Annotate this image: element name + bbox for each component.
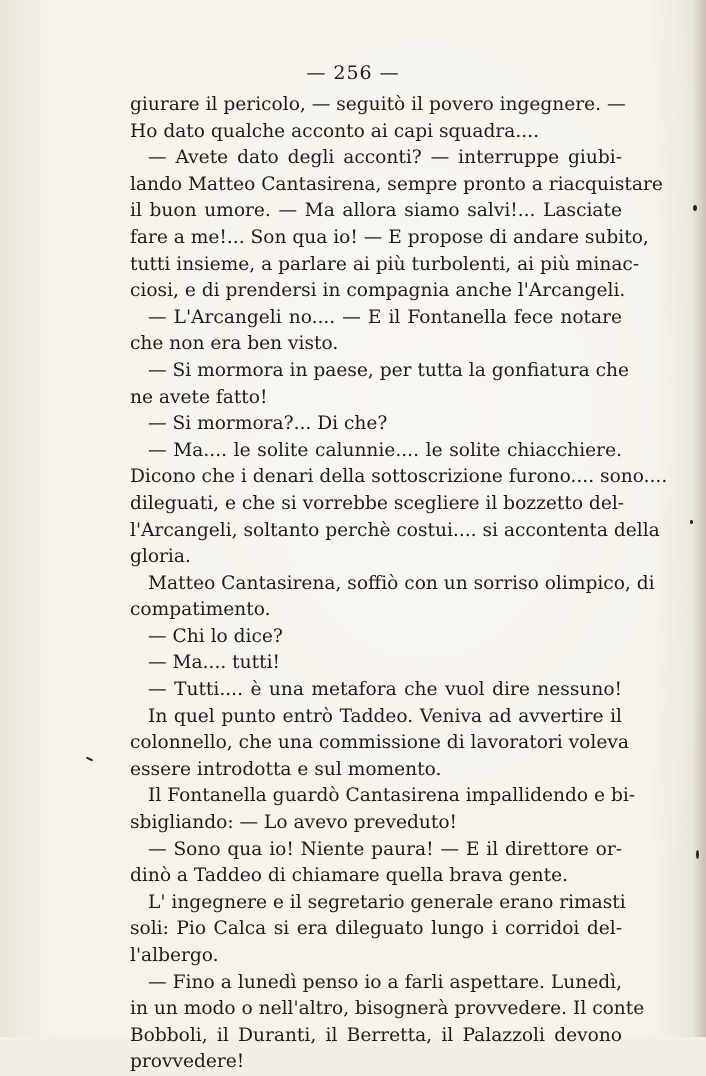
text-line: Dicono che i denari della sottoscrizione furono.... sono.... xyxy=(130,466,668,488)
text-line: tutti insieme, a parlare ai più turbolenti, ai più minac- xyxy=(130,253,640,275)
text-line: L' ingegnere e il segretario generale erano rimasti xyxy=(148,891,626,913)
text-line: Matteo Cantasirena, soffiò con un sorriso olimpico, di xyxy=(148,572,655,594)
text-line: Ho dato qualche acconto ai capi squadra.... xyxy=(130,120,539,142)
text-line: — L'Arcangeli no.... — E il Fontanella fece notare xyxy=(148,306,622,328)
text-line: soli: Pio Calca si era dileguato lungo i corridoi del- xyxy=(130,918,622,940)
text-line: l'Arcangeli, soltanto perchè costui.... si accontenta della xyxy=(130,519,660,541)
page-number: — 256 — xyxy=(306,62,400,84)
text-line: — Ma.... le solite calunnie.... le solite chiacchiere. xyxy=(148,439,622,461)
text-line: Bobboli, il Duranti, il Berretta, il Palazzoli devono xyxy=(130,1024,622,1046)
ink-speck xyxy=(693,205,697,211)
text-line: — Avete dato degli acconti? — interruppe giubi- xyxy=(148,147,622,169)
text-line: ciosi, e di prendersi in compagnia anche l'Arcangeli. xyxy=(130,280,626,302)
text-line: il buon umore. — Ma allora siamo salvi!... Lasciate xyxy=(130,200,622,222)
text-line: essere introdotta e sul momento. xyxy=(130,758,442,780)
text-line: Il Fontanella guardò Cantasirena impallidendo e bi- xyxy=(148,785,636,807)
text-line: dinò a Taddeo di chiamare quella brava gente. xyxy=(130,865,568,887)
text-line: — Sono qua io! Niente paura! — E il direttore or- xyxy=(148,838,622,860)
text-line: — Si mormora?... Di che? xyxy=(148,413,388,435)
text-line: fare a me!... Son qua io! — E propose di andare subito, xyxy=(130,226,649,248)
text-line: in un modo o nell'altro, bisognerà provvedere. Il conte xyxy=(130,998,645,1020)
text-line: lando Matteo Cantasirena, sempre pronto a riacquistare xyxy=(130,173,663,195)
text-line: che non era ben visto. xyxy=(130,333,339,355)
text-line: — Chi lo dice? xyxy=(148,625,283,647)
text-line: — Si mormora in paese, per tutta la gonfiatura che xyxy=(148,359,630,381)
text-line: giurare il pericolo, — seguitò il povero ingegnere. — xyxy=(130,94,626,115)
text-line: — Tutti.... è una metafora che vuol dire nessuno! xyxy=(148,679,622,701)
text-line: provvedere! xyxy=(130,1051,245,1073)
page-edge-shadow xyxy=(692,0,706,1037)
text-line: gloria. xyxy=(130,546,191,568)
text-line: sbigliando: — Lo avevo preveduto! xyxy=(130,812,457,834)
text-line: dileguati, e che si vorrebbe scegliere il bozzetto del- xyxy=(130,492,625,514)
ink-speck xyxy=(86,757,93,762)
ink-speck xyxy=(690,520,693,524)
text-line: ne avete fatto! xyxy=(130,386,268,408)
text-line: — Fino a lunedì penso io a farli aspettare. Lunedì, xyxy=(148,971,622,993)
ink-speck xyxy=(696,850,699,859)
text-line: colonnello, che una commissione di lavoratori voleva xyxy=(130,732,629,754)
text-line: compatimento. xyxy=(130,599,271,621)
body-text xyxy=(130,92,668,1076)
text-line: — Ma.... tutti! xyxy=(148,652,280,674)
text-line: In quel punto entrò Taddeo. Veniva ad avvertire il xyxy=(148,705,622,727)
text-line: l'albergo. xyxy=(130,945,219,966)
